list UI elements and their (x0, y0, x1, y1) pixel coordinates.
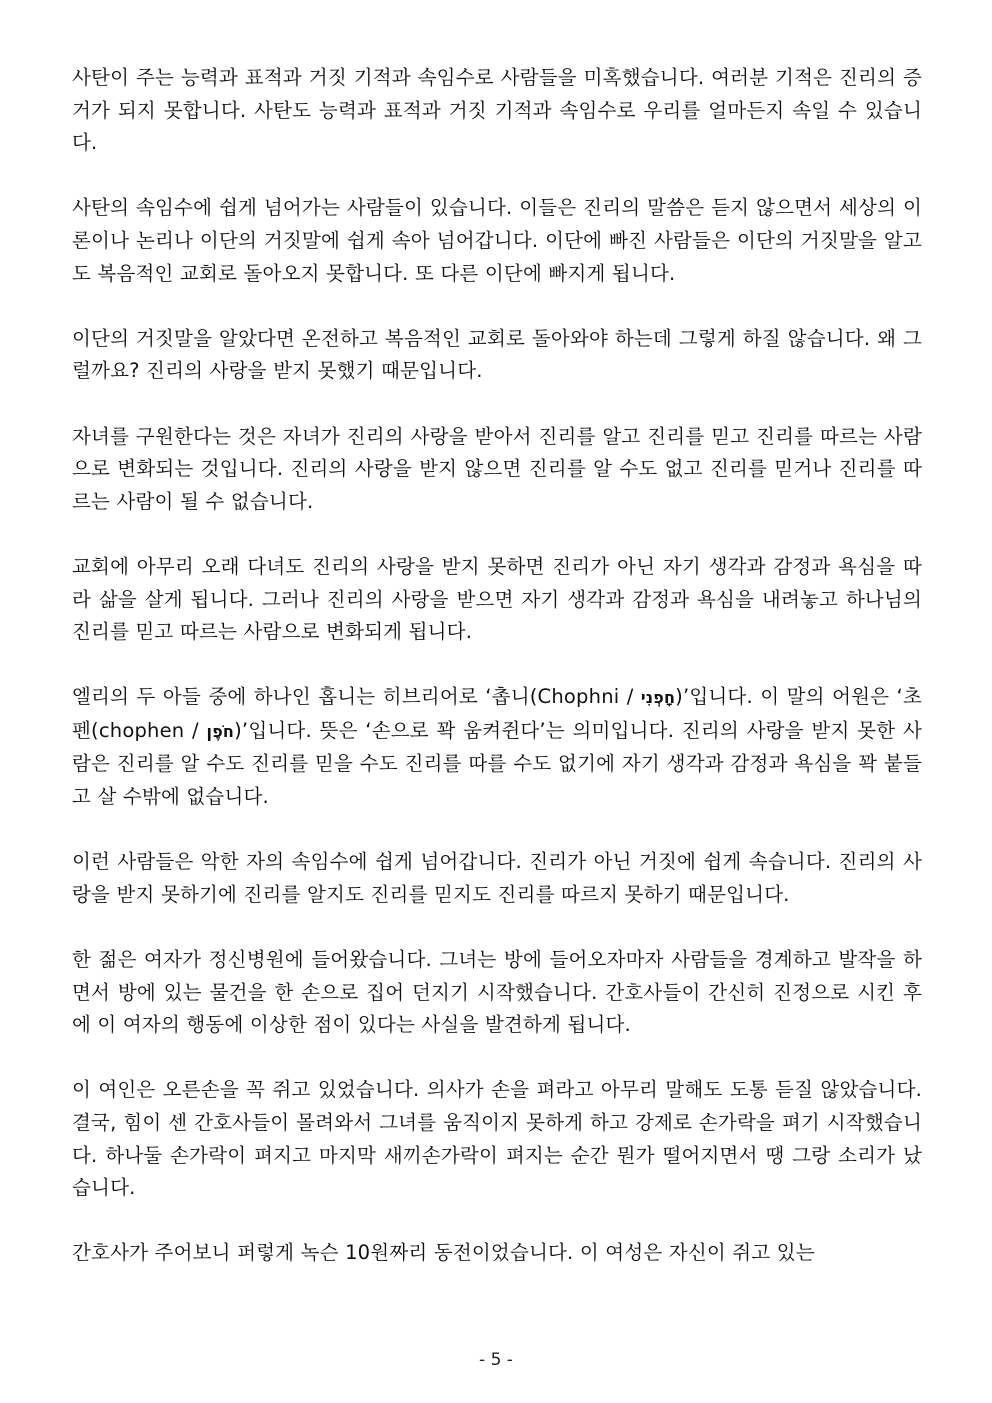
paragraph-10: 간호사가 주어보니 퍼렇게 녹슨 10원짜리 동전이었습니다. 이 여성은 자신이 쥐고 있는 (72, 1241, 815, 1265)
hebrew-word-chophni: חָפְנִי (640, 688, 676, 708)
paragraph-2: 사탄의 속임수에 쉽게 넘어가는 사람들이 있습니다. 이들은 진리의 말씀은 듣지 않으면서 세상의 이론이나 논리나 이단의 거짓말에 쉽게 속아 넘어갑니다. 이단에 빠진 사람들은 이단의 거짓말을 알고도 복음적인 교회로 돌아오지 못합니다. 또 다른 이단에 빠지게 됩니다. (72, 196, 922, 285)
document-body (72, 62, 922, 1270)
hophni-text-2: )’입니다. 이 말의 어원은 ‘초펜(chophen / (72, 685, 922, 742)
hophni-text-3: )’입니다. 뜻은 ‘손으로 꽉 움켜쥔다’는 의미입니다. 진리의 사랑을 받지 못한 사람은 진리를 알 수도 진리를 믿을 수도 진리를 따를 수도 없기에 자기 생각과 감정과 욕심을 꽉 붙들고 살 수밖에 없습니다. (72, 718, 922, 809)
paragraph-7: 이런 사람들은 악한 자의 속임수에 쉽게 넘어갑니다. 진리가 아닌 거짓에 쉽게 속습니다. 진리의 사랑을 받지 못하기에 진리를 알지도 진리를 믿지도 진리를 따르지 못하기 때문입니다. (72, 850, 922, 906)
paragraph-8: 한 젊은 여자가 정신병원에 들어왔습니다. 그녀는 방에 들어오자마자 사람들을 경계하고 발작을 하면서 방에 있는 물건을 한 손으로 집어 던지기 시작했습니다. 간호사들이 간신히 진정으로 시킨 후에 이 여자의 행동에 이상한 점이 있다는 사실을 발견하게 됩니다. (72, 948, 922, 1037)
paragraph-9: 이 여인은 오른손을 꼭 쥐고 있었습니다. 의사가 손을 펴라고 아무리 말해도 도통 듣질 않았습니다. 결국, 힘이 센 간호사들이 몰려와서 그녀를 움직이지 못하게 하고 강제로 손가락을 펴기 시작했습니다. 하나둘 손가락이 펴지고 마지막 새끼손가락이 펴지는 순간 뭔가 떨어지면서 땡 그랑 소리가 났습니다. (72, 1078, 922, 1200)
paragraph-3: 이단의 거짓말을 알았다면 온전하고 복음적인 교회로 돌아와야 하는데 그렇게 하질 않습니다. 왜 그럴까요? 진리의 사랑을 받지 못했기 때문입니다. (72, 326, 922, 383)
paragraph-5: 교회에 아무리 오래 다녀도 진리의 사랑을 받지 못하면 진리가 아닌 자기 생각과 감정과 욕심을 따라 삶을 살게 됩니다. 그러나 진리의 사랑을 받으면 자기 생각과 감정과 욕심을 내려놓고 하나님의 진리를 믿고 따르는 사람으로 변화되게 됩니다. (72, 554, 922, 644)
paragraph-hophni (72, 681, 922, 813)
page-number: - 5 - (479, 1350, 513, 1370)
hophni-text-1: 엘리의 두 아들 중에 하나인 홉니는 히브리어로 ‘촙니(Chophni / (72, 685, 641, 709)
paragraph-4: 자녀를 구원한다는 것은 자녀가 진리의 사랑을 받아서 진리를 알고 진리를 믿고 진리를 따르는 사람으로 변화되는 것입니다. 진리의 사랑을 받지 않으면 진리를 알 수도 없고 진리를 믿거나 진리를 따르는 사람이 될 수 없습니다. (72, 424, 922, 513)
paragraph-1: 사탄이 주는 능력과 표적과 거짓 기적과 속임수로 사람들을 미혹했습니다. 여러분 기적은 진리의 증거가 되지 못합니다. 사탄도 능력과 표적과 거짓 기적과 속임수로 우리를 얼마든지 속일 수 있습니다. (72, 66, 922, 155)
hebrew-word-chophen: חֹפֶן (206, 721, 235, 741)
